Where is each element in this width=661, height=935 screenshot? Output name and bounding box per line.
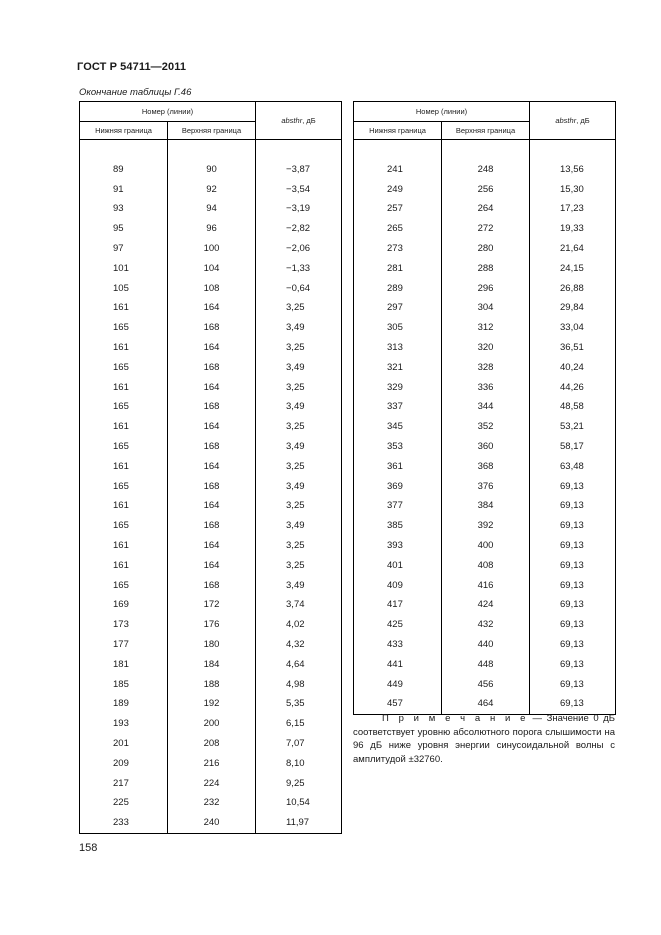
absthr-cell: −2,06 xyxy=(256,239,342,259)
absthr-cell: 7,07 xyxy=(256,734,342,754)
upper-bound-cell: 376 xyxy=(442,477,530,497)
table-row xyxy=(80,160,342,180)
lower-bound-cell: 201 xyxy=(80,734,168,754)
lower-bound-cell: 353 xyxy=(354,437,442,457)
upper-bound-cell: 168 xyxy=(168,397,256,417)
absthr-cell: 17,23 xyxy=(530,199,616,219)
lower-bound-cell: 393 xyxy=(354,536,442,556)
spacer-cell xyxy=(80,140,168,160)
absthr-cell: 19,33 xyxy=(530,219,616,239)
absthr-cell: 3,25 xyxy=(256,536,342,556)
table-row xyxy=(354,397,616,417)
absthr-cell: 69,13 xyxy=(530,655,616,675)
absthr-cell: 69,13 xyxy=(530,477,616,497)
upper-bound-cell: 200 xyxy=(168,714,256,734)
table-row xyxy=(354,536,616,556)
thresholds-table-left xyxy=(79,101,342,834)
absthr-cell: 24,15 xyxy=(530,259,616,279)
table-row xyxy=(354,378,616,398)
lower-bound-cell: 257 xyxy=(354,199,442,219)
upper-bound-cell: 104 xyxy=(168,259,256,279)
header-absthr-unit: , дБ xyxy=(576,116,590,125)
lower-bound-cell: 409 xyxy=(354,576,442,596)
lower-bound-cell: 313 xyxy=(354,338,442,358)
upper-bound-cell: 264 xyxy=(442,199,530,219)
upper-bound-cell: 188 xyxy=(168,675,256,695)
table-row xyxy=(354,219,616,239)
absthr-cell: 69,13 xyxy=(530,675,616,695)
absthr-cell: 3,25 xyxy=(256,298,342,318)
absthr-cell: 33,04 xyxy=(530,318,616,338)
lower-bound-cell: 265 xyxy=(354,219,442,239)
absthr-cell: 3,49 xyxy=(256,358,342,378)
lower-bound-cell: 417 xyxy=(354,595,442,615)
table-body-left xyxy=(80,140,342,834)
absthr-cell: 3,49 xyxy=(256,516,342,536)
absthr-cell: 3,25 xyxy=(256,457,342,477)
absthr-cell: 29,84 xyxy=(530,298,616,318)
lower-bound-cell: 225 xyxy=(80,793,168,813)
lower-bound-cell: 177 xyxy=(80,635,168,655)
table-row xyxy=(354,556,616,576)
lower-bound-cell: 433 xyxy=(354,635,442,655)
absthr-cell: 3,25 xyxy=(256,338,342,358)
lower-bound-cell: 105 xyxy=(80,279,168,299)
table-row xyxy=(354,259,616,279)
table-row xyxy=(80,576,342,596)
absthr-cell: 36,51 xyxy=(530,338,616,358)
lower-bound-cell: 161 xyxy=(80,298,168,318)
table-row xyxy=(80,378,342,398)
lower-bound-cell: 165 xyxy=(80,397,168,417)
document-id: ГОСТ Р 54711—2011 xyxy=(77,61,187,73)
table-row xyxy=(80,754,342,774)
header-line-number: Номер (линии) xyxy=(354,102,530,122)
table-row xyxy=(80,516,342,536)
upper-bound-cell: 216 xyxy=(168,754,256,774)
table-row xyxy=(80,615,342,635)
table-row xyxy=(80,259,342,279)
absthr-cell: 21,64 xyxy=(530,239,616,259)
lower-bound-cell: 233 xyxy=(80,813,168,833)
lower-bound-cell: 165 xyxy=(80,576,168,596)
note-text: — Значение 0 дБ соответствует уровню абсолютного порога слышимости на 96 дБ ниже уровня энергии синусоидальной волны с амплитудой ±32760. xyxy=(353,713,615,765)
absthr-cell: 9,25 xyxy=(256,774,342,794)
table-row xyxy=(80,199,342,219)
upper-bound-cell: 192 xyxy=(168,694,256,714)
upper-bound-cell: 92 xyxy=(168,180,256,200)
lower-bound-cell: 189 xyxy=(80,694,168,714)
table-caption: Окончание таблицы Г.46 xyxy=(79,87,192,98)
table-row xyxy=(354,318,616,338)
upper-bound-cell: 224 xyxy=(168,774,256,794)
upper-bound-cell: 464 xyxy=(442,694,530,714)
table-row xyxy=(80,694,342,714)
lower-bound-cell: 329 xyxy=(354,378,442,398)
upper-bound-cell: 424 xyxy=(442,595,530,615)
upper-bound-cell: 328 xyxy=(442,358,530,378)
absthr-cell: 3,49 xyxy=(256,576,342,596)
lower-bound-cell: 95 xyxy=(80,219,168,239)
upper-bound-cell: 320 xyxy=(442,338,530,358)
table-row xyxy=(80,338,342,358)
header-absthr-symbol: absthr xyxy=(281,116,303,125)
table-row xyxy=(354,160,616,180)
table-row xyxy=(354,635,616,655)
lower-bound-cell: 161 xyxy=(80,417,168,437)
lower-bound-cell: 289 xyxy=(354,279,442,299)
upper-bound-cell: 164 xyxy=(168,457,256,477)
upper-bound-cell: 280 xyxy=(442,239,530,259)
table-row xyxy=(354,477,616,497)
note-label: П р и м е ч а н и е xyxy=(382,713,528,724)
table-row xyxy=(80,635,342,655)
table-row xyxy=(80,279,342,299)
lower-bound-cell: 401 xyxy=(354,556,442,576)
lower-bound-cell: 217 xyxy=(80,774,168,794)
upper-bound-cell: 184 xyxy=(168,655,256,675)
lower-bound-cell: 165 xyxy=(80,516,168,536)
absthr-cell: 3,49 xyxy=(256,318,342,338)
upper-bound-cell: 448 xyxy=(442,655,530,675)
absthr-cell: −3,19 xyxy=(256,199,342,219)
absthr-cell: 3,25 xyxy=(256,556,342,576)
table-row xyxy=(80,536,342,556)
spacer-row xyxy=(80,140,342,160)
absthr-cell: 69,13 xyxy=(530,556,616,576)
absthr-cell: 3,74 xyxy=(256,595,342,615)
upper-bound-cell: 248 xyxy=(442,160,530,180)
lower-bound-cell: 377 xyxy=(354,496,442,516)
lower-bound-cell: 101 xyxy=(80,259,168,279)
upper-bound-cell: 272 xyxy=(442,219,530,239)
upper-bound-cell: 168 xyxy=(168,437,256,457)
lower-bound-cell: 241 xyxy=(354,160,442,180)
upper-bound-cell: 344 xyxy=(442,397,530,417)
upper-bound-cell: 456 xyxy=(442,675,530,695)
upper-bound-cell: 432 xyxy=(442,615,530,635)
table-row xyxy=(354,417,616,437)
upper-bound-cell: 384 xyxy=(442,496,530,516)
absthr-cell: 13,56 xyxy=(530,160,616,180)
lower-bound-cell: 385 xyxy=(354,516,442,536)
upper-bound-cell: 164 xyxy=(168,338,256,358)
table-row xyxy=(80,595,342,615)
table-row xyxy=(80,457,342,477)
table-note xyxy=(353,712,615,766)
upper-bound-cell: 304 xyxy=(442,298,530,318)
absthr-cell: 3,25 xyxy=(256,417,342,437)
table-row xyxy=(354,675,616,695)
upper-bound-cell: 176 xyxy=(168,615,256,635)
absthr-cell: −2,82 xyxy=(256,219,342,239)
upper-bound-cell: 168 xyxy=(168,516,256,536)
absthr-cell: 8,10 xyxy=(256,754,342,774)
spacer-cell xyxy=(530,140,616,160)
table-row xyxy=(354,358,616,378)
table-row xyxy=(80,714,342,734)
lower-bound-cell: 165 xyxy=(80,437,168,457)
lower-bound-cell: 449 xyxy=(354,675,442,695)
lower-bound-cell: 161 xyxy=(80,556,168,576)
absthr-cell: 69,13 xyxy=(530,496,616,516)
lower-bound-cell: 165 xyxy=(80,477,168,497)
table-row xyxy=(80,318,342,338)
upper-bound-cell: 416 xyxy=(442,576,530,596)
absthr-cell: 69,13 xyxy=(530,516,616,536)
upper-bound-cell: 168 xyxy=(168,477,256,497)
upper-bound-cell: 288 xyxy=(442,259,530,279)
table-row xyxy=(80,793,342,813)
lower-bound-cell: 297 xyxy=(354,298,442,318)
header-absthr xyxy=(530,102,616,140)
upper-bound-cell: 164 xyxy=(168,417,256,437)
upper-bound-cell: 256 xyxy=(442,180,530,200)
absthr-cell: 40,24 xyxy=(530,358,616,378)
absthr-cell: 63,48 xyxy=(530,457,616,477)
lower-bound-cell: 173 xyxy=(80,615,168,635)
upper-bound-cell: 164 xyxy=(168,536,256,556)
absthr-cell: −0,64 xyxy=(256,279,342,299)
spacer-cell xyxy=(442,140,530,160)
lower-bound-cell: 369 xyxy=(354,477,442,497)
lower-bound-cell: 97 xyxy=(80,239,168,259)
lower-bound-cell: 181 xyxy=(80,655,168,675)
table-row xyxy=(354,279,616,299)
table-row xyxy=(354,199,616,219)
absthr-cell: 58,17 xyxy=(530,437,616,457)
table-row xyxy=(80,556,342,576)
absthr-cell: 44,26 xyxy=(530,378,616,398)
lower-bound-cell: 93 xyxy=(80,199,168,219)
upper-bound-cell: 94 xyxy=(168,199,256,219)
absthr-cell: 15,30 xyxy=(530,180,616,200)
absthr-cell: 69,13 xyxy=(530,576,616,596)
upper-bound-cell: 312 xyxy=(442,318,530,338)
lower-bound-cell: 169 xyxy=(80,595,168,615)
upper-bound-cell: 164 xyxy=(168,556,256,576)
lower-bound-cell: 273 xyxy=(354,239,442,259)
table-row xyxy=(80,180,342,200)
table-row xyxy=(354,496,616,516)
table-row xyxy=(80,813,342,833)
table-row xyxy=(80,734,342,754)
lower-bound-cell: 185 xyxy=(80,675,168,695)
upper-bound-cell: 100 xyxy=(168,239,256,259)
header-line-number: Номер (линии) xyxy=(80,102,256,122)
table-row xyxy=(80,477,342,497)
table-row xyxy=(80,219,342,239)
absthr-cell: 4,02 xyxy=(256,615,342,635)
table-row xyxy=(354,516,616,536)
lower-bound-cell: 165 xyxy=(80,318,168,338)
upper-bound-cell: 168 xyxy=(168,318,256,338)
upper-bound-cell: 440 xyxy=(442,635,530,655)
lower-bound-cell: 161 xyxy=(80,457,168,477)
header-absthr xyxy=(256,102,342,140)
lower-bound-cell: 161 xyxy=(80,378,168,398)
header-lower-bound: Нижняя граница xyxy=(80,122,168,140)
table-row xyxy=(80,774,342,794)
upper-bound-cell: 296 xyxy=(442,279,530,299)
page-number: 158 xyxy=(79,842,98,854)
upper-bound-cell: 168 xyxy=(168,576,256,596)
table-row xyxy=(354,298,616,318)
header-absthr-symbol: absthr xyxy=(555,116,577,125)
upper-bound-cell: 180 xyxy=(168,635,256,655)
absthr-cell: −3,87 xyxy=(256,160,342,180)
table-row xyxy=(80,675,342,695)
absthr-cell: 4,98 xyxy=(256,675,342,695)
lower-bound-cell: 89 xyxy=(80,160,168,180)
lower-bound-cell: 165 xyxy=(80,358,168,378)
spacer-cell xyxy=(354,140,442,160)
upper-bound-cell: 96 xyxy=(168,219,256,239)
upper-bound-cell: 90 xyxy=(168,160,256,180)
upper-bound-cell: 108 xyxy=(168,279,256,299)
table-row xyxy=(80,437,342,457)
lower-bound-cell: 249 xyxy=(354,180,442,200)
table-row xyxy=(354,576,616,596)
header-absthr-unit: , дБ xyxy=(302,116,316,125)
lower-bound-cell: 91 xyxy=(80,180,168,200)
lower-bound-cell: 337 xyxy=(354,397,442,417)
table-row xyxy=(354,615,616,635)
lower-bound-cell: 193 xyxy=(80,714,168,734)
lower-bound-cell: 361 xyxy=(354,457,442,477)
lower-bound-cell: 161 xyxy=(80,536,168,556)
header-lower-bound: Нижняя граница xyxy=(354,122,442,140)
spacer-cell xyxy=(168,140,256,160)
absthr-cell: 69,13 xyxy=(530,694,616,714)
absthr-cell: 4,64 xyxy=(256,655,342,675)
upper-bound-cell: 392 xyxy=(442,516,530,536)
table-row xyxy=(354,239,616,259)
table-row xyxy=(80,239,342,259)
absthr-cell: 10,54 xyxy=(256,793,342,813)
table-body-right xyxy=(354,140,616,715)
lower-bound-cell: 305 xyxy=(354,318,442,338)
table-row xyxy=(80,358,342,378)
lower-bound-cell: 425 xyxy=(354,615,442,635)
upper-bound-cell: 232 xyxy=(168,793,256,813)
header-upper-bound: Верхняя граница xyxy=(442,122,530,140)
absthr-cell: 53,21 xyxy=(530,417,616,437)
upper-bound-cell: 164 xyxy=(168,496,256,516)
table-row xyxy=(354,437,616,457)
upper-bound-cell: 408 xyxy=(442,556,530,576)
absthr-cell: 3,25 xyxy=(256,496,342,516)
table-row xyxy=(80,397,342,417)
lower-bound-cell: 161 xyxy=(80,496,168,516)
spacer-cell xyxy=(256,140,342,160)
absthr-cell: 3,49 xyxy=(256,477,342,497)
upper-bound-cell: 172 xyxy=(168,595,256,615)
lower-bound-cell: 209 xyxy=(80,754,168,774)
absthr-cell: 3,49 xyxy=(256,397,342,417)
table-row xyxy=(354,457,616,477)
upper-bound-cell: 368 xyxy=(442,457,530,477)
lower-bound-cell: 321 xyxy=(354,358,442,378)
upper-bound-cell: 360 xyxy=(442,437,530,457)
absthr-cell: 5,35 xyxy=(256,694,342,714)
upper-bound-cell: 208 xyxy=(168,734,256,754)
lower-bound-cell: 441 xyxy=(354,655,442,675)
table-row xyxy=(354,180,616,200)
absthr-cell: 4,32 xyxy=(256,635,342,655)
absthr-cell: −3,54 xyxy=(256,180,342,200)
table-row xyxy=(354,595,616,615)
upper-bound-cell: 168 xyxy=(168,358,256,378)
absthr-cell: 6,15 xyxy=(256,714,342,734)
table-row xyxy=(80,496,342,516)
header-upper-bound: Верхняя граница xyxy=(168,122,256,140)
table-row xyxy=(80,417,342,437)
upper-bound-cell: 240 xyxy=(168,813,256,833)
table-row xyxy=(80,298,342,318)
table-row xyxy=(80,655,342,675)
upper-bound-cell: 336 xyxy=(442,378,530,398)
lower-bound-cell: 161 xyxy=(80,338,168,358)
absthr-cell: 69,13 xyxy=(530,595,616,615)
absthr-cell: 69,13 xyxy=(530,615,616,635)
absthr-cell: −1,33 xyxy=(256,259,342,279)
absthr-cell: 69,13 xyxy=(530,635,616,655)
absthr-cell: 26,88 xyxy=(530,279,616,299)
upper-bound-cell: 352 xyxy=(442,417,530,437)
lower-bound-cell: 457 xyxy=(354,694,442,714)
table-row xyxy=(354,655,616,675)
table-row xyxy=(354,338,616,358)
upper-bound-cell: 400 xyxy=(442,536,530,556)
upper-bound-cell: 164 xyxy=(168,298,256,318)
spacer-row xyxy=(354,140,616,160)
thresholds-table-right xyxy=(353,101,616,715)
absthr-cell: 69,13 xyxy=(530,536,616,556)
lower-bound-cell: 345 xyxy=(354,417,442,437)
absthr-cell: 48,58 xyxy=(530,397,616,417)
upper-bound-cell: 164 xyxy=(168,378,256,398)
lower-bound-cell: 281 xyxy=(354,259,442,279)
absthr-cell: 3,25 xyxy=(256,378,342,398)
absthr-cell: 3,49 xyxy=(256,437,342,457)
absthr-cell: 11,97 xyxy=(256,813,342,833)
